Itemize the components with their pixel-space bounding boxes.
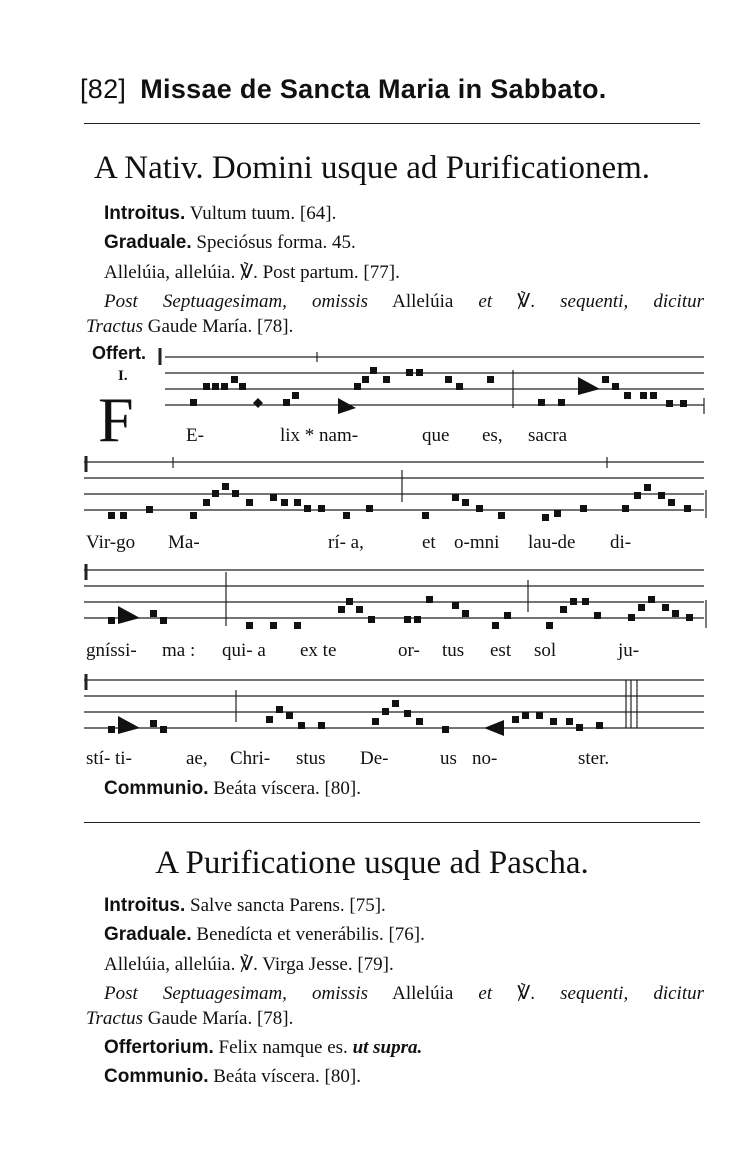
lyric-syllable: qui- a: [222, 640, 266, 661]
header-title: Missae de Sancta Maria in Sabbato.: [140, 74, 607, 104]
offertorium-italic: ut supra.: [352, 1037, 423, 1058]
communio-line: [104, 1066, 361, 1088]
tractus-italic: Tractus: [86, 316, 144, 337]
rubric-word: Post: [104, 291, 138, 312]
lyric-syllable: sacra: [528, 425, 568, 446]
tractus-text: Gaude María. [78].: [147, 1008, 294, 1029]
introitus-line: [104, 895, 386, 917]
rubric-word: ℣.: [517, 291, 536, 312]
lyric-syllable: or-: [398, 640, 420, 661]
lyric-syllable: di-: [610, 532, 632, 553]
communio-text: Beáta víscera. [80].: [213, 1066, 361, 1087]
tractus-text: Gaude María. [78].: [147, 316, 294, 337]
lyric-syllable: ae,: [186, 748, 208, 769]
rubric-word: dicitur: [653, 983, 705, 1004]
rubric-word: Allelúia: [392, 983, 454, 1004]
rubric-word: ℣.: [517, 983, 536, 1004]
rubric-word: omissis: [312, 291, 369, 312]
offertorium-text: Felix namque es.: [218, 1037, 348, 1058]
mode-number: I.: [118, 368, 128, 384]
rubric-line-2: [86, 1008, 293, 1030]
communio-label: Communio.: [104, 778, 209, 799]
rubric-word: omissis: [312, 983, 369, 1004]
section-title-purification: A Purificatione usque ad Pascha.: [155, 845, 589, 881]
rubric-line: [104, 982, 704, 1005]
rubric-word: sequenti,: [560, 291, 629, 312]
rubric-word: sequenti,: [560, 983, 629, 1004]
section-title-nativity: A Nativ. Domini usque ad Purificationem.: [93, 150, 651, 186]
rubric-word: et: [478, 291, 493, 312]
lyric-syllable: sol: [534, 640, 557, 661]
lyric-syllable: lix * nam-: [280, 425, 359, 446]
lyric-syllable: ju-: [618, 640, 640, 661]
communio-text: Beáta víscera. [80].: [213, 778, 361, 799]
lyric-syllable: Chri-: [230, 748, 271, 769]
lyric-syllable: E-: [186, 425, 204, 446]
lyric-syllable: Vir-go: [86, 532, 136, 553]
chant-initial: F: [98, 384, 134, 455]
lyric-syllable: Ma-: [168, 532, 200, 553]
lyric-syllable: us: [440, 748, 457, 769]
offertorium-label: Offert.: [92, 343, 146, 363]
rubric-word: Septuagesimam,: [162, 291, 287, 312]
lyric-syllable: gníssi-: [86, 640, 137, 661]
lyric-syllable: tus: [442, 640, 465, 661]
introitus-label: Introitus.: [104, 203, 186, 224]
lyric-syllable: lau-de: [528, 532, 576, 553]
lyric-syllable: no-: [472, 748, 498, 769]
lyric-syllable: et: [422, 532, 436, 553]
introitus-text: Vultum tuum. [64].: [189, 203, 337, 224]
rubric-word: Post: [104, 983, 138, 1004]
lyric-syllable: est: [490, 640, 512, 661]
offertorium-label: Offertorium.: [104, 1037, 214, 1058]
introitus-label: Introitus.: [104, 895, 186, 916]
communio-line: [104, 778, 361, 800]
lyric-syllable: stus: [296, 748, 326, 769]
rubric-word: dicitur: [653, 291, 705, 312]
rubric-word: et: [478, 983, 493, 1004]
tractus-italic: Tractus: [86, 1008, 144, 1029]
offertorium-line: [104, 1037, 422, 1059]
page-number: [82]: [80, 74, 127, 104]
lyric-syllable: De-: [360, 748, 389, 769]
graduale-text: Benedícta et venerábilis. [76].: [196, 924, 425, 945]
alleluia-line: Allelúia, allelúia. ℣. Post partum. [77].: [104, 262, 400, 283]
lyric-syllable: stí- ti-: [86, 748, 132, 769]
lyric-syllable: ster.: [578, 748, 610, 769]
graduale-line: [104, 924, 425, 946]
alleluia-line: Allelúia, allelúia. ℣. Virga Jesse. [79].: [104, 954, 394, 975]
graduale-text: Speciósus forma. 45.: [196, 232, 356, 253]
communio-label: Communio.: [104, 1066, 209, 1087]
graduale-label: Graduale.: [104, 924, 192, 945]
introitus-text: Salve sancta Parens. [75].: [190, 895, 386, 916]
rubric-word: Allelúia: [392, 291, 454, 312]
lyric-syllable: es,: [482, 425, 503, 446]
lyric-syllable: ex te: [300, 640, 337, 661]
lyric-syllable: rí- a,: [328, 532, 364, 553]
lyric-syllable: que: [422, 425, 450, 446]
section-rule: [84, 822, 700, 823]
lyric-syllable: o-mni: [454, 532, 500, 553]
graduale-label: Graduale.: [104, 232, 192, 253]
rubric-word: Septuagesimam,: [162, 983, 287, 1004]
lyric-syllable: ma :: [162, 640, 196, 661]
